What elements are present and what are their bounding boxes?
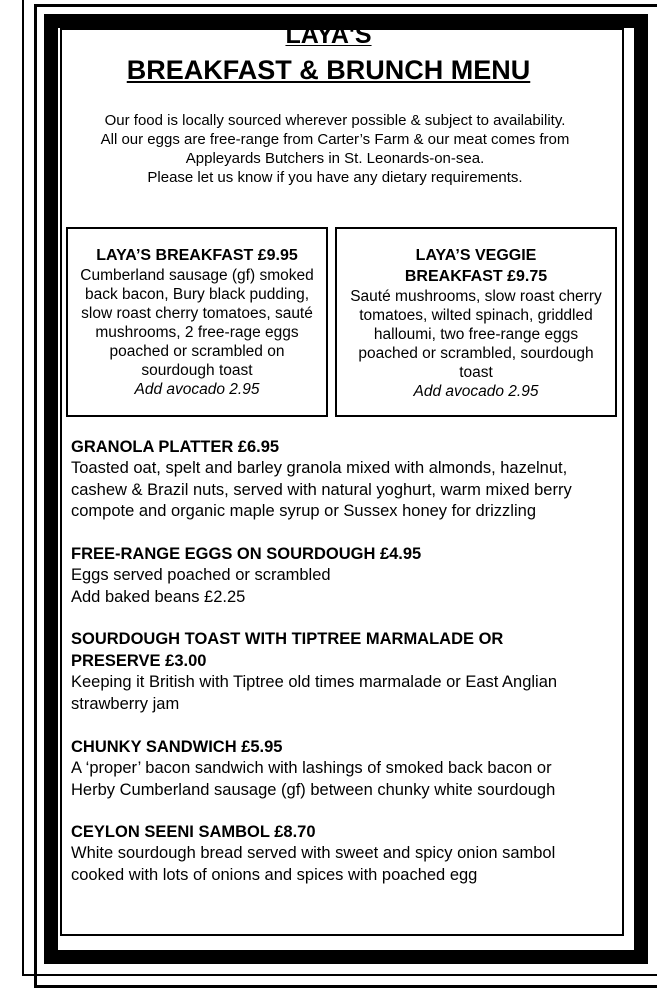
menu-item-seeni-sambol [71,821,611,886]
menu-item-line: Herby Cumberland sausage (gf) between chunky white sourdough [71,780,556,799]
featured-addon: Add avocado 2.95 [134,381,260,398]
menu-item-line: Eggs served poached or scrambled [71,566,331,584]
menu-item-title: FREE-RANGE EGGS ON SOURDOUGH £4.95 [71,545,422,563]
menu-item-line: cashew & Brazil nuts, served with natural yoghurt, warm mixed berry [71,480,572,499]
menu-item-line: White sourdough bread served with sweet and spicy onion sambol [71,844,556,862]
menu-item-title: CEYLON SEENI SAMBOL £8.70 [71,823,316,841]
featured-addon: Add avocado 2.95 [413,383,539,400]
menu-item-line: Add baked beans £2.25 [71,587,246,606]
featured-box-breakfast [66,227,328,417]
intro-line: Our food is locally sourced wherever possible & subject to availability. [104,112,566,129]
menu-title-line2: BREAKFAST & BRUNCH MENU [126,55,531,85]
menu-item-line: cooked with lots of onions and spices with poached egg [71,865,478,884]
menu-item-granola [71,436,611,523]
intro-text [72,111,598,187]
menu-item-line: strawberry jam [71,694,180,713]
menu-item-title: GRANOLA PLATTER £6.95 [71,438,280,456]
menu-item-title: SOURDOUGH TOAST WITH TIPTREE MARMALADE OR [71,630,504,648]
intro-line: Please let us know if you have any dietary requirements. [147,169,523,186]
intro-line: All our eggs are free-range from Carter’s Farm & our meat comes from [100,131,570,148]
menu-item-line: Keeping it British with Tiptree old times marmalade or East Anglian [71,673,558,691]
intro-line: Appleyards Butchers in St. Leonards-on-sea. [185,150,485,167]
featured-description: Cumberland sausage (gf) smoked back bacon, Bury black pudding, slow roast cherry tomatoes, sauté mushrooms, 2 free-rage eggs poached or scrambled on sourdough toast [80,267,314,379]
featured-title: LAYA’S VEGGIE BREAKFAST £9.75 [404,247,548,285]
menu-item-sourdough-toast [71,628,611,715]
menu-item-eggs [71,543,611,608]
menu-title-line1: LAYA'S [285,22,372,46]
menu-item-line: Toasted oat, spelt and barley granola mixed with almonds, hazelnut, [71,459,568,477]
featured-box-veggie [335,227,617,417]
featured-description: Sauté mushrooms, slow roast cherry tomatoes, wilted spinach, griddled halloumi, two free-range eggs poached or scrambled, sourdough toast [350,288,602,381]
menu-item-title: PRESERVE £3.00 [71,652,207,670]
menu-item-chunky-sandwich [71,736,611,801]
menu-item-line: A ‘proper’ bacon sandwich with lashings of smoked back bacon or [71,759,552,777]
menu-item-line: compote and organic maple syrup or Sussex honey for drizzling [71,502,536,520]
featured-title: LAYA’S BREAKFAST £9.95 [96,247,298,264]
menu-item-title: CHUNKY SANDWICH £5.95 [71,738,283,756]
